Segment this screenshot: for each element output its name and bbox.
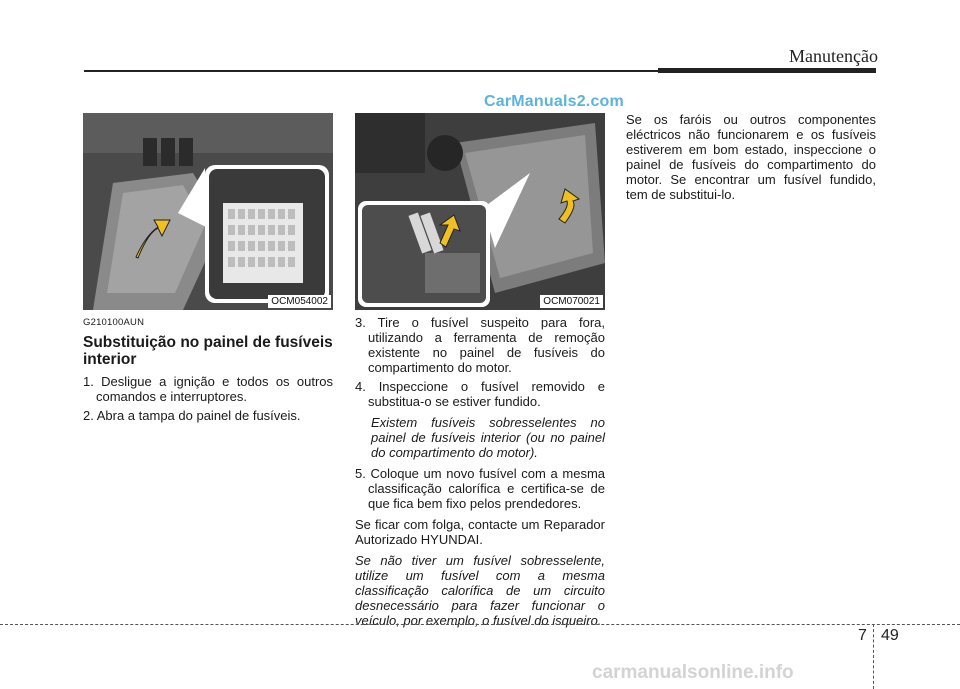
page-header-title: Manutenção <box>789 46 878 66</box>
interior-fuse-panel-illustration <box>83 113 333 310</box>
loose-fuse-paragraph: Se ficar com folga, contacte um Reparador Autorizado HYUNDAI. <box>355 517 605 547</box>
image-code-label: OCM054002 <box>268 295 331 308</box>
step-4: 4. Inspeccione o fusível removido e substitua-o se estiver fundido. <box>355 379 605 409</box>
footer-divider <box>873 624 874 689</box>
headlight-paragraph: Se os faróis ou outros componentes eléctricos não funcionarem e os fusíveis estiverem em bom estado, inspeccione o painel de fusíveis do compartimento do motor. Se encontrar um fusível fundido, tem de substitui-lo. <box>626 112 876 202</box>
image-code-label: OCM070021 <box>540 295 603 308</box>
watermark-link[interactable]: CarManuals2.com <box>484 93 624 110</box>
section-heading: Substituição no painel de fusíveis interior <box>83 334 333 368</box>
site-watermark[interactable]: carmanualsonline.info <box>592 662 794 683</box>
chapter-number: 7 <box>858 627 867 644</box>
note-spare-fuses: Existem fusíveis sobresselentes no painel de fusíveis interior (ou no painel do compartimento do motor). <box>371 415 605 460</box>
middle-column <box>355 315 605 628</box>
step-2: 2. Abra a tampa do painel de fusíveis. <box>83 408 301 423</box>
step-5: 5. Coloque um novo fusível com a mesma classificação calorífica e certifica-se de que fica bem fixo pelos prendedores. <box>355 466 605 511</box>
header-rule <box>84 70 658 72</box>
step-3: 3. Tire o fusível suspeito para fora, utilizando a ferramenta de remoção existente no painel de fusíveis do compartimento do motor. <box>355 315 605 375</box>
step-1: 1. Desligue a ignição e todos os outros comandos e interruptores. <box>83 374 333 404</box>
engine-fuse-panel-photo <box>355 113 605 310</box>
engine-fuse-panel-illustration <box>355 113 605 310</box>
note-no-spare-fuse: Se não tiver um fusível sobresselente, utilize um fusível com a mesma classificação calorífica de um circuito desnecessário para fazer funcionar o veículo, por exemplo, o fusível do isqueiro. <box>355 553 605 628</box>
left-column <box>83 315 333 423</box>
interior-fuse-panel-photo <box>83 113 333 310</box>
page-number: 49 <box>881 627 899 644</box>
right-column <box>626 112 876 202</box>
footer-rule <box>0 624 960 625</box>
section-code: G210100AUN <box>83 317 145 328</box>
header-rule-thick <box>658 68 876 73</box>
